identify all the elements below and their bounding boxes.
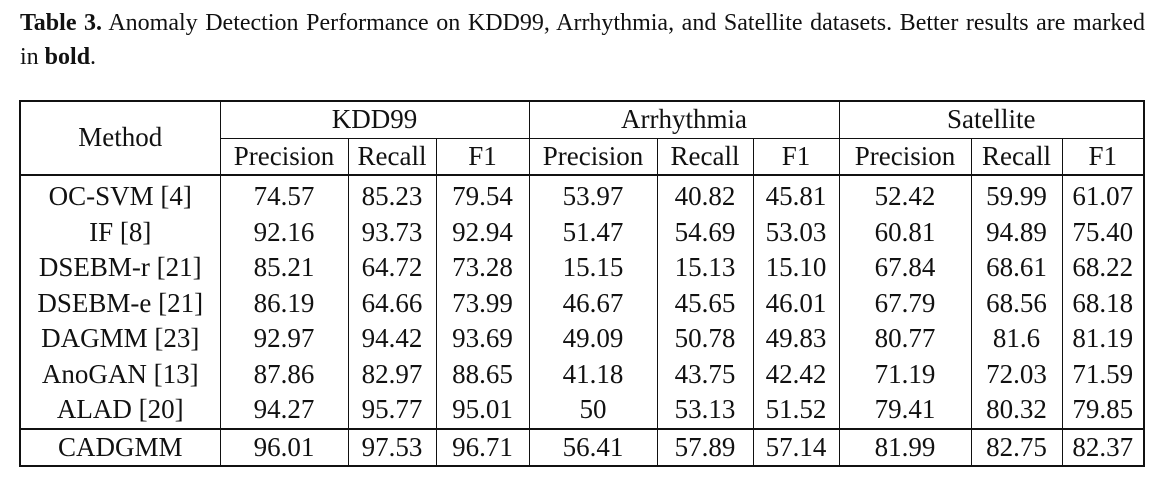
value-cell: 15.10 [753,250,839,286]
method-header: Method [20,101,220,175]
value-cell: 49.09 [529,321,657,357]
value-cell: 93.69 [436,321,529,357]
caption-text-end: . [90,44,97,70]
metric-header-recall: Recall [348,138,436,175]
value-cell: 79.41 [839,392,971,429]
value-cell: 49.83 [753,321,839,357]
method-cell: AnoGAN [13] [20,357,220,393]
value-cell: 75.40 [1062,215,1144,251]
table-row [20,429,1144,467]
value-cell: 50 [529,392,657,429]
metric-header-recall: Recall [971,138,1062,175]
value-cell: 51.52 [753,392,839,429]
value-cell: 92.94 [436,215,529,251]
value-cell: 88.65 [436,357,529,393]
value-cell: 95.77 [348,392,436,429]
value-cell: 79.85 [1062,392,1144,429]
value-cell: 51.47 [529,215,657,251]
value-cell: 94.42 [348,321,436,357]
method-cell: ALAD [20] [20,392,220,429]
value-cell: 42.42 [753,357,839,393]
value-cell: 53.13 [657,392,753,429]
value-cell: 64.66 [348,286,436,322]
metric-header-f1: F1 [753,138,839,175]
value-cell: 71.19 [839,357,971,393]
value-cell: 74.57 [220,175,348,215]
value-cell: 15.13 [657,250,753,286]
caption-label: Table 3. [20,10,103,36]
value-cell: 56.41 [529,429,657,467]
group-header-arrhythmia: Arrhythmia [529,101,839,138]
value-cell: 40.82 [657,175,753,215]
value-cell: 57.89 [657,429,753,467]
metric-header-precision: Precision [839,138,971,175]
value-cell: 68.18 [1062,286,1144,322]
group-header-kdd99: KDD99 [220,101,529,138]
value-cell: 53.97 [529,175,657,215]
value-cell: 81.6 [971,321,1062,357]
value-cell: 73.28 [436,250,529,286]
value-cell: 50.78 [657,321,753,357]
table-row [20,392,1144,429]
value-cell: 82.97 [348,357,436,393]
method-cell: IF [8] [20,215,220,251]
value-cell: 79.54 [436,175,529,215]
value-cell: 82.75 [971,429,1062,467]
value-cell: 61.07 [1062,175,1144,215]
value-cell: 87.86 [220,357,348,393]
results-table [19,100,1145,467]
method-cell: DSEBM-r [21] [20,250,220,286]
method-cell: CADGMM [20,429,220,467]
value-cell: 64.72 [348,250,436,286]
method-cell: DSEBM-e [21] [20,286,220,322]
value-cell: 94.89 [971,215,1062,251]
value-cell: 43.75 [657,357,753,393]
value-cell: 81.99 [839,429,971,467]
value-cell: 85.23 [348,175,436,215]
results-body [20,175,1144,466]
value-cell: 80.32 [971,392,1062,429]
caption-text: Anomaly Detection Performance on KDD99, Arrhythmia, and Satellite datasets. Better results are marked in [20,10,1145,70]
value-cell: 60.81 [839,215,971,251]
value-cell: 67.79 [839,286,971,322]
value-cell: 97.53 [348,429,436,467]
value-cell: 80.77 [839,321,971,357]
group-header-satellite: Satellite [839,101,1144,138]
value-cell: 81.19 [1062,321,1144,357]
table-row [20,286,1144,322]
caption-bold-word: bold [44,44,91,70]
value-cell: 73.99 [436,286,529,322]
value-cell: 52.42 [839,175,971,215]
table-row [20,215,1144,251]
value-cell: 46.01 [753,286,839,322]
value-cell: 94.27 [220,392,348,429]
metric-header-precision: Precision [529,138,657,175]
value-cell: 41.18 [529,357,657,393]
value-cell: 92.97 [220,321,348,357]
method-cell: DAGMM [23] [20,321,220,357]
value-cell: 15.15 [529,250,657,286]
value-cell: 96.01 [220,429,348,467]
value-cell: 45.81 [753,175,839,215]
table-row [20,175,1144,215]
value-cell: 93.73 [348,215,436,251]
value-cell: 67.84 [839,250,971,286]
value-cell: 45.65 [657,286,753,322]
table-row [20,250,1144,286]
value-cell: 59.99 [971,175,1062,215]
metric-header-f1: F1 [1062,138,1144,175]
value-cell: 85.21 [220,250,348,286]
metric-header-f1: F1 [436,138,529,175]
table-caption [20,6,1145,74]
value-cell: 46.67 [529,286,657,322]
metric-header-recall: Recall [657,138,753,175]
value-cell: 57.14 [753,429,839,467]
value-cell: 71.59 [1062,357,1144,393]
value-cell: 54.69 [657,215,753,251]
value-cell: 72.03 [971,357,1062,393]
value-cell: 68.22 [1062,250,1144,286]
value-cell: 53.03 [753,215,839,251]
metric-header-precision: Precision [220,138,348,175]
table-row [20,357,1144,393]
value-cell: 96.71 [436,429,529,467]
table-row [20,321,1144,357]
value-cell: 92.16 [220,215,348,251]
value-cell: 95.01 [436,392,529,429]
value-cell: 68.56 [971,286,1062,322]
value-cell: 82.37 [1062,429,1144,467]
value-cell: 68.61 [971,250,1062,286]
value-cell: 86.19 [220,286,348,322]
method-cell: OC-SVM [4] [20,175,220,215]
